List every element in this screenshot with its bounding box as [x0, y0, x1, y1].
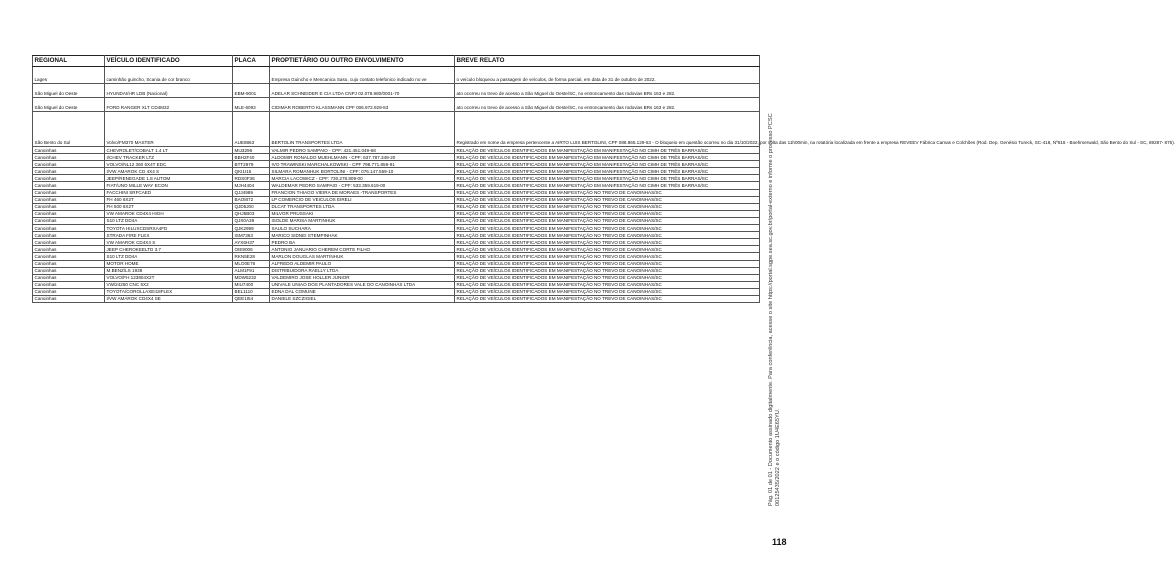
header-veiculo: VEÍCULO IDENTIFICADO [105, 56, 233, 67]
cell-placa: BAO8I72 [233, 196, 270, 203]
table-row [33, 196, 760, 203]
cell-veiculo: S10 LTZ DD4A [105, 217, 233, 224]
cell-veiculo: STRADA FIRE FLEX [105, 232, 233, 239]
cell-proprietario: MARLON DOUGLAS MARTINHUK [270, 253, 455, 260]
table-row [33, 147, 760, 154]
table-row [33, 288, 760, 295]
cell-regional: Canoinhas [33, 281, 105, 288]
cell-placa: ISM7363 [233, 232, 270, 239]
cell-regional: Canoinhas [33, 274, 105, 281]
cell-relato: RELAÇÃO DE VEÍCULOS IDENTIFICADOS EM MANIFESTAÇÃO NO TREVO DE CANOINHAS/SC [455, 260, 760, 267]
table-header-row [33, 56, 760, 67]
table-row [33, 267, 760, 274]
cell-veiculo: VW AMAROK CD4X4 HIGH [105, 210, 233, 217]
table-row [33, 203, 760, 210]
cell-relato: RELAÇÃO DE VEÍCULOS IDENTIFICADOS EM MANIFESTAÇÃO NO TREVO DE CANOINHAS/SC [455, 281, 760, 288]
cell-placa [233, 67, 270, 84]
cell-veiculo: FORD RANGER XLT CD4M32 [105, 98, 233, 112]
cell-veiculo: caminhão guincho, Scania de cor branco [105, 67, 233, 84]
table-row [33, 260, 760, 267]
cell-regional: São Miguel do Oeste [33, 98, 105, 112]
cell-veiculo: FH 460 6X2T [105, 196, 233, 203]
cell-veiculo: CHEVROLET/COBALT 1.4 LT [105, 147, 233, 154]
cell-relato: RELAÇÃO DE VEÍCULOS IDENTIFICADOS EM MANIFESTAÇÃO NO TREVO DE CANOINHAS/SC [455, 189, 760, 196]
table-row [33, 210, 760, 217]
cell-regional: Canoinhas [33, 210, 105, 217]
cell-placa: BEL1110 [233, 288, 270, 295]
cell-veiculo: FIAT/UNO MILLE WAY ECON [105, 182, 233, 189]
cell-regional: Canoinhas [33, 239, 105, 246]
cell-veiculo: TOYOTA/COROLLAXEI18FLEX [105, 288, 233, 295]
cell-placa: MJH4404 [233, 182, 270, 189]
cell-regional: Canoinhas [33, 232, 105, 239]
cell-proprietario: FRANCION THIAGO VIEIRA DE MORAES -TRANSPORTES [270, 189, 455, 196]
cell-proprietario: ALFREDO ALDEMIR PAULO [270, 260, 455, 267]
cell-regional: Canoinhas [33, 217, 105, 224]
cell-placa: BTT2979 [233, 161, 270, 168]
cell-veiculo: VW AMAROK CD4X4 S [105, 239, 233, 246]
cell-proprietario: MARICO SIDNEI STEMPINHAK [270, 232, 455, 239]
table-row [33, 168, 760, 175]
cell-veiculo: JEEP CHEROKEELTD 3.7 [105, 246, 233, 253]
table-row [33, 84, 760, 98]
cell-proprietario: MARCIA LACOWICZ - CPF: 730.278.809-00 [270, 175, 455, 182]
table-row [33, 67, 760, 84]
table-row [33, 175, 760, 182]
cell-veiculo: I/CHEV TRACKER LTZ [105, 154, 233, 161]
cell-proprietario: WALDEMAR PEDRO SAMPAIO - CPF: 533.359.619-00 [270, 182, 455, 189]
cell-veiculo: I/VW AMAROK CD4X4 SE [105, 295, 233, 302]
header-placa: PLACA [233, 56, 270, 67]
cell-relato: RELAÇÃO DE VEÍCULOS IDENTIFICADOS EM MANIFESTAÇÃO NO TREVO DE CANOINHAS/SC [455, 288, 760, 295]
cell-regional: Canoinhas [33, 295, 105, 302]
page-number: 118 [772, 537, 787, 547]
cell-proprietario: ALDOMIR RONALDO MUEHLMANN - CPF: 637.787.349-20 [270, 154, 455, 161]
cell-proprietario: IVO TRAWINSKI MARCHALKOWSKI - CPF 798.771.859-91 [270, 161, 455, 168]
table-row [33, 232, 760, 239]
cell-placa: ALM1F91 [233, 267, 270, 274]
table-row [33, 112, 760, 147]
cell-placa: QJX0A39 [233, 217, 270, 224]
cell-proprietario: MILVOR PRUSSAKI [270, 210, 455, 217]
cell-relato: RELAÇÃO DE VEÍCULOS IDENTIFICADOS EM MANIFESTAÇÃO NO TREVO DE CANOINHAS/SC [455, 253, 760, 260]
cell-placa: MIU7400 [233, 281, 270, 288]
cell-proprietario: DISTRIBUIDORA RAELLY LTDA [270, 267, 455, 274]
cell-regional: Canoinhas [33, 154, 105, 161]
cell-relato: RELAÇÃO DE VEÍCULOS IDENTIFICADOS EM MANIFESTAÇÃO NO TREVO DE CANOINHAS/SC [455, 239, 760, 246]
signature-note-line2: 00125435/2022 e o código 1U4E65YU. [775, 408, 781, 506]
table-row [33, 98, 760, 112]
cell-veiculo: I/VW AMAROK CD 4X4 S [105, 168, 233, 175]
cell-relato: RELAÇÃO DE VEÍCULOS IDENTIFICADOS EM MANIFESTAÇÃO NO TREVO DE CANOINHAS/SC [455, 267, 760, 274]
cell-relato: RELAÇÃO DE VEÍCULOS IDENTIFICADOS EM MANIFESTAÇÃO NO TREVO DE CANOINHAS/SC [455, 246, 760, 253]
cell-proprietario: ISOLDE MARISA MARTINHUK [270, 217, 455, 224]
cell-relato: RELAÇÃO DE VEÍCULOS IDENTIFICADOS EM MANIFESTAÇÃO NO TREVO DE CANOINHAS/SC [455, 232, 760, 239]
cell-proprietario: LP COMERCIO DE VEICULOS EIRELI [270, 196, 455, 203]
cell-veiculo: VOLVO/NL12 360 6X4T EDC [105, 161, 233, 168]
cell-proprietario: PEDRO BA [270, 239, 455, 246]
table-row [33, 295, 760, 302]
cell-relato: Registrado em nome da empresa pertencente a AIRTO LUIS BERTOLINI, CPF 088.865.129-53 - O bloqueio em questão ocorreu no dia 31/10/2022, por volta das 11h00min, na rotatória localizada em frente a empresa REVEEV Fábrica Camas e Colchões (Rod. Dep. Genésio Tureck, SC-418, Nº816 - Boehmerwald, São Bento do Sul - SC, 89287- 875). [455, 112, 760, 147]
cell-relato: o veículo bloqueou a passagem de veículos, de forma parcial, em data de 31 de outubro de 2022. [455, 67, 760, 84]
table-row [33, 217, 760, 224]
cell-proprietario: Empresa Guincho e Mencanica Saso, cujo contato telefonico indicado no ve [270, 67, 455, 84]
cell-regional: Lages [33, 67, 105, 84]
cell-regional: Canoinhas [33, 246, 105, 253]
cell-placa: QJJ4989 [233, 189, 270, 196]
cell-regional: Canoinhas [33, 147, 105, 154]
cell-regional: Canoinhas [33, 260, 105, 267]
table-row [33, 154, 760, 161]
cell-proprietario: SILMARA ROMANHUK BORTOLINI - CPF: 076.147.559-10 [270, 168, 455, 175]
cell-regional: Canoinhas [33, 175, 105, 182]
table-row [33, 274, 760, 281]
table-row [33, 161, 760, 168]
cell-regional: São Miguel do Oeste [33, 84, 105, 98]
cell-veiculo: MOTOR HOME [105, 260, 233, 267]
cell-relato: ato ocorreu no trevo de acesso a São Miguel do Oeste/SC, no entroncamento das rodovias BRs 163 e 282. [455, 84, 760, 98]
cell-relato: RELAÇÃO DE VEÍCULOS IDENTIFICADOS EM MANIFESTAÇÃO EM MANIFESTAÇÃO NO CIMH DE TRÊS BARRAS/SC [455, 161, 760, 168]
cell-placa: MDW5232 [233, 274, 270, 281]
cell-placa: MLE-6093 [233, 98, 270, 112]
cell-relato: RELAÇÃO DE VEÍCULOS IDENTIFICADOS EM MANIFESTAÇÃO NO TREVO DE CANOINHAS/SC [455, 295, 760, 302]
signature-note-line1: Pág. 01 de 01 - Documento assinado digitalmente. Para conferência, acesse o site https://portal.sgpe.sea.sc.gov.br/portal-externo e informe o processo PCSC [768, 113, 774, 506]
table-row [33, 281, 760, 288]
cell-veiculo: M.BENZ/LS 1938 [105, 267, 233, 274]
cell-veiculo: FH 500 6X2T [105, 203, 233, 210]
cell-placa: QKI1I15 [233, 168, 270, 175]
cell-proprietario: VALDEMIRO JOSE HOLLER JUNIOR [270, 274, 455, 281]
cell-placa: MLO0E76 [233, 260, 270, 267]
cell-relato: RELAÇÃO DE VEÍCULOS IDENTIFICADOS EM MANIFESTAÇÃO EM MANIFESTAÇÃO NO CIMH DE TRÊS BARRAS/SC [455, 175, 760, 182]
cell-placa: RKN5E28 [233, 253, 270, 260]
cell-veiculo: Volvo/FM370 MASTER [105, 112, 233, 147]
cell-relato: RELAÇÃO DE VEÍCULOS IDENTIFICADOS EM MANIFESTAÇÃO NO TREVO DE CANOINHAS/SC [455, 203, 760, 210]
cell-placa: QHJ5B03 [233, 210, 270, 217]
table-body [33, 67, 1175, 303]
cell-placa: RDS0F36 [233, 175, 270, 182]
cell-regional: Canoinhas [33, 225, 105, 232]
header-regional: REGIONAL [33, 56, 105, 67]
cell-regional: Canoinhas [33, 189, 105, 196]
table-row [33, 239, 760, 246]
cell-relato: RELAÇÃO DE VEÍCULOS IDENTIFICADOS EM MANIFESTAÇÃO NO TREVO DE CANOINHAS/SC [455, 274, 760, 281]
table-row [33, 182, 760, 189]
cell-placa: QJD5J00 [233, 203, 270, 210]
cell-placa: OIE9006 [233, 246, 270, 253]
table-row [33, 253, 760, 260]
cell-regional: Canoinhas [33, 288, 105, 295]
cell-proprietario: CIDIMAR ROBERTO KLASSMANN CPF 006.972.929-83 [270, 98, 455, 112]
cell-regional: Canoinhas [33, 253, 105, 260]
cell-proprietario: ANTONIO JANUARIO CHEREM CORTE FILHO [270, 246, 455, 253]
cell-relato: RELAÇÃO DE VEÍCULOS IDENTIFICADOS EM MANIFESTAÇÃO EM MANIFESTAÇÃO NO CIMH DE TRÊS BARRAS/SC [455, 182, 760, 189]
cell-placa: MIJ3296 [233, 147, 270, 154]
vehicle-table [32, 55, 1175, 303]
cell-proprietario: SAULO SUCHARA [270, 225, 455, 232]
cell-regional: Canoinhas [33, 168, 105, 175]
cell-relato: RELAÇÃO DE VEÍCULOS IDENTIFICADOS EM MANIFESTAÇÃO NO TREVO DE CANOINHAS/SC [455, 225, 760, 232]
table-row [33, 225, 760, 232]
cell-relato: RELAÇÃO DE VEÍCULOS IDENTIFICADOS EM MANIFESTAÇÃO EM MANIFESTAÇÃO NO CIMH DE TRÊS BARRAS/SC [455, 154, 760, 161]
cell-relato: RELAÇÃO DE VEÍCULOS IDENTIFICADOS EM MANIFESTAÇÃO NO TREVO DE CANOINHAS/SC [455, 217, 760, 224]
cell-veiculo: S10 LTZ DD4A [105, 253, 233, 260]
cell-placa: AUE8863 [233, 112, 270, 147]
cell-regional: São Bento do Sul [33, 112, 105, 147]
cell-proprietario: EDNA DAL COMUNE [270, 288, 455, 295]
cell-veiculo: FACCHINI SRFCAED [105, 189, 233, 196]
cell-veiculo: VW/24250 CNC 6X2 [105, 281, 233, 288]
table-row [33, 246, 760, 253]
cell-placa: EBM-9001 [233, 84, 270, 98]
cell-regional: Canoinhas [33, 267, 105, 274]
cell-veiculo: TOYOTA HILUXCDSRXA4FD [105, 225, 233, 232]
cell-placa: AYX6H37 [233, 239, 270, 246]
cell-proprietario: BERTOLIN TRANSPORTES LTDA [270, 112, 455, 147]
signature-note [768, 36, 798, 506]
cell-placa: QJK2999 [233, 225, 270, 232]
cell-relato: ato ocorreu no trevo de acesso a São Miguel do Oeste/SC, no entroncamento das rodovias BRs 163 e 282. [455, 98, 760, 112]
cell-proprietario: DLCAT TRANSPORTES LTDA [270, 203, 455, 210]
header-relato: BREVE RELATO [455, 56, 760, 67]
cell-regional: Canoinhas [33, 196, 105, 203]
cell-proprietario: DANIELE SZCZIGIEL [270, 295, 455, 302]
cell-veiculo: JEEP/RENEGADE 1.8 AUTOM [105, 175, 233, 182]
cell-veiculo: HYUNDAI/HR LDB (Nacional) [105, 84, 233, 98]
cell-veiculo: VOLVO/FH 123804X2T [105, 274, 233, 281]
cell-placa: BBH2F40 [233, 154, 270, 161]
cell-relato: RELAÇÃO DE VEÍCULOS IDENTIFICADOS EM MANIFESTAÇÃO NO TREVO DE CANOINHAS/SC [455, 196, 760, 203]
cell-regional: Canoinhas [33, 203, 105, 210]
cell-relato: RELAÇÃO DE VEÍCULOS IDENTIFICADOS EM MANIFESTAÇÃO EM MANIFESTAÇÃO NO CIMH DE TRÊS BARRAS/SC [455, 147, 760, 154]
cell-proprietario: VALMIR PEDRO SAMPAIO - CPF: 421.451.049-68 [270, 147, 455, 154]
cell-relato: RELAÇÃO DE VEÍCULOS IDENTIFICADOS EM MANIFESTAÇÃO EM MANIFESTAÇÃO NO CIMH DE TRÊS BARRAS/SC [455, 168, 760, 175]
cell-relato: RELAÇÃO DE VEÍCULOS IDENTIFICADOS EM MANIFESTAÇÃO NO TREVO DE CANOINHAS/SC [455, 210, 760, 217]
table-row [33, 189, 760, 196]
header-proprietario: PROPTIETÁRIO OU OUTRO ENVOLVIMENTO [270, 56, 455, 67]
cell-proprietario: UNIVALE UNIAO DOS PLANTADORES VALE DO CANOINHAS LTDA [270, 281, 455, 288]
cell-placa: QEE1I54 [233, 295, 270, 302]
cell-proprietario: ADELAR SCHNEIDER E CIA LTDA CNPJ 02.078.980/0001-70 [270, 84, 455, 98]
cell-regional: Canoinhas [33, 161, 105, 168]
cell-regional: Canoinhas [33, 182, 105, 189]
